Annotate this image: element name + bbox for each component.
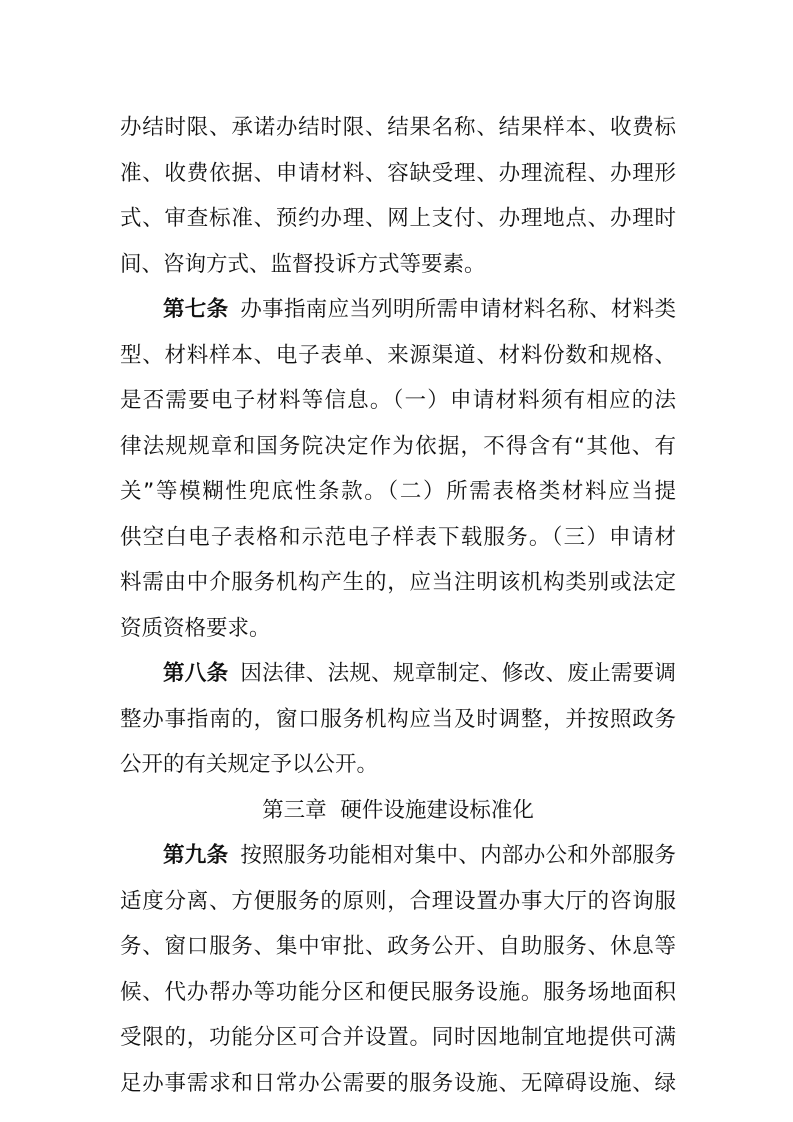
article-number: 第八条 — [163, 661, 229, 686]
body-line: 办结时限、承诺办结时限、结果名称、结果样本、收费标 — [120, 115, 676, 140]
article-8-first-line — [120, 651, 676, 697]
body-line: 间、咨询方式、监督投诉方式等要素。 — [120, 251, 486, 277]
body-line: 型、材料样本、电子表单、来源渠道、材料份数和规格、 — [120, 342, 676, 368]
article-number: 第七条 — [163, 297, 229, 322]
article-text: 按照服务功能相对集中、内部办公和外部服务 — [240, 843, 676, 868]
body-line: 务、窗口服务、集中审批、政务公开、自助服务、休息等 — [120, 934, 676, 959]
body-line: 律法规规章和国务院决定作为依据，不得含有“其他、有 — [120, 433, 676, 459]
article-number: 第九条 — [163, 843, 229, 868]
body-line: 资质资格要求。 — [120, 615, 271, 641]
body-line: 是否需要电子材料等信息。（一）申请材料须有相应的法 — [120, 388, 676, 413]
document-body — [120, 105, 676, 1106]
body-line: 供空白电子表格和示范电子样表下载服务。（三）申请材 — [120, 524, 676, 550]
article-9-first-line — [120, 833, 676, 879]
body-line: 受限的，功能分区可合并设置。同时因地制宜地提供可满 — [120, 1025, 676, 1050]
body-line: 适度分离、方便服务的原则，合理设置办事大厅的咨询服 — [120, 888, 676, 914]
chapter-heading: 第三章 硬件设施建设标准化 — [262, 797, 534, 823]
body-line: 公开的有关规定予以公开。 — [120, 752, 379, 777]
article-text: 因法律、法规、规章制定、修改、废止需要调 — [240, 661, 676, 686]
body-line: 整办事指南的，窗口服务机构应当及时调整，并按照政务 — [120, 706, 676, 732]
body-line: 关”等模糊性兜底性条款。（二）所需表格类材料应当提 — [120, 479, 676, 504]
article-text: 办事指南应当列明所需申请材料名称、材料类 — [240, 297, 676, 322]
body-line: 足办事需求和日常办公需要的服务设施、无障碍设施、绿 — [120, 1070, 676, 1096]
body-line: 式、审查标准、预约办理、网上支付、办理地点、办理时 — [120, 206, 676, 231]
body-line: 候、代办帮办等功能分区和便民服务设施。服务场地面积 — [120, 979, 676, 1005]
body-line: 料需由中介服务机构产生的，应当注明该机构类别或法定 — [120, 570, 676, 595]
article-7-first-line — [120, 287, 676, 333]
body-line: 准、收费依据、申请材料、容缺受理、办理流程、办理形 — [120, 160, 676, 186]
